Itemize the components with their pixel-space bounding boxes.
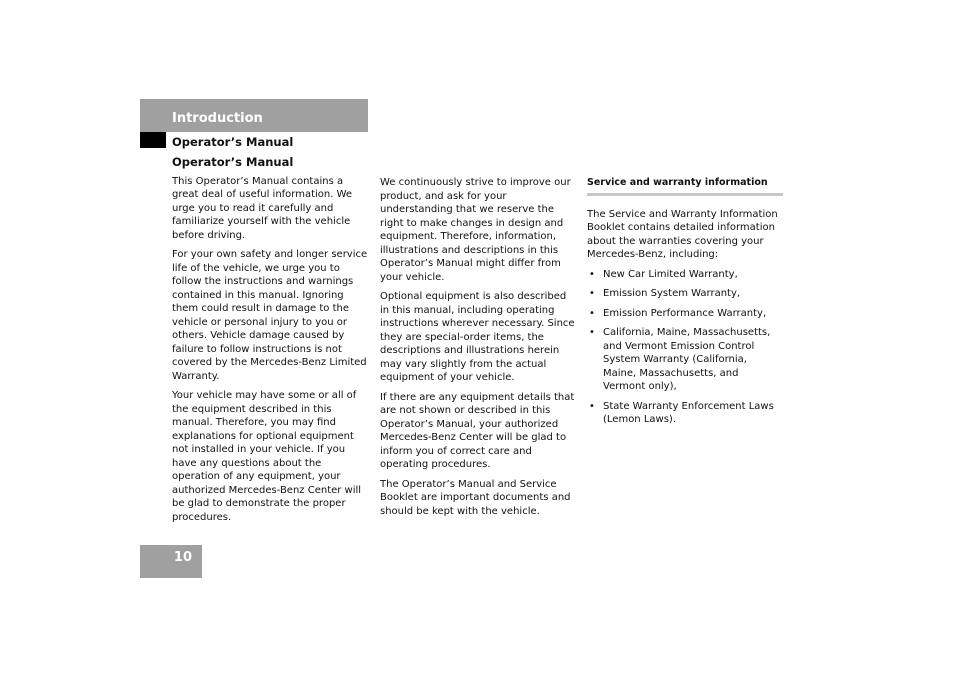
section-header-bar: [140, 99, 368, 132]
paragraph: The Service and Warranty Information Booklet contains detailed information about the warranties covering your Mercedes-Benz, including:: [587, 208, 778, 260]
paragraph: For your own safety and longer service life of the vehicle, we urge you to follow the instructions and warnings contained in this manual. Ignoring them could result in damage to the vehicle or personal injury to you or others. Vehicle damage caused by failure to follow instructions is not covered by the Mercedes-Benz Limited Warranty.: [172, 249, 368, 382]
paragraph: Optional equipment is also described in this manual, including operating instructions wherever necessary. Since they are special-order items, the descriptions and illustrations herein may vary slightly from the actual equipment of your vehicle.: [380, 291, 575, 383]
paragraph: We continuously strive to improve our product, and ask for your understanding that we reserve the right to make changes in design and equipment. Therefore, information, illustrations and descriptions in this Operator’s Manual might differ from your vehicle.: [380, 177, 571, 283]
list-item-text: Emission System Warranty,: [603, 288, 741, 299]
section-tab-marker: [140, 132, 166, 148]
list-item: [587, 400, 783, 427]
list-item-text: State Warranty Enforcement Laws (Lemon Laws).: [603, 400, 774, 425]
list-item: [587, 307, 783, 321]
page-number-box: [140, 545, 202, 578]
list-item-text: Emission Performance Warranty,: [603, 307, 767, 319]
bullet-icon: •: [589, 327, 595, 338]
list-item-text: California, Maine, Massachusetts, and Vermont Emission Control System Warranty (California, Maine, Massachusetts, and Vermont only),: [603, 327, 771, 392]
page-number: 10: [173, 550, 192, 565]
bullet-icon: •: [589, 307, 595, 319]
paragraph: The Operator’s Manual and Service Booklet are important documents and should be kept with the vehicle.: [380, 478, 571, 517]
bullet-icon: •: [589, 288, 595, 299]
column-operators-manual: [172, 156, 370, 530]
running-title: Operator’s Manual: [172, 135, 294, 149]
bullet-icon: •: [589, 268, 595, 280]
list-item: [587, 287, 783, 301]
paragraph: This Operator’s Manual contains a great deal of useful information. We urge you to read it carefully and familiarize yourself with the vehicle before driving.: [172, 175, 353, 241]
section-heading: Operator’s Manual: [172, 155, 294, 169]
column-service-warranty: [587, 176, 783, 433]
list-item: [587, 326, 783, 394]
column-continued-text: [380, 176, 578, 524]
list-item-text: New Car Limited Warranty,: [603, 268, 738, 280]
paragraph: Your vehicle may have some or all of the equipment described in this manual. Therefore, you may find explanations for optional equipment not installed in your vehicle. If you have any questions about the operation of any equipment, your authorized Mercedes-Benz Center will be glad to demonstrate the proper procedures.: [172, 390, 362, 523]
warranty-list: [587, 268, 783, 427]
paragraph: If there are any equipment details that are not shown or described in this Operator’s Manual, your authorized Mercedes-Benz Center will be glad to inform you of correct care and operating procedures.: [380, 391, 575, 470]
service-warranty-heading: Service and warranty information: [587, 176, 783, 196]
list-item: [587, 268, 783, 282]
bullet-icon: •: [589, 400, 595, 412]
section-title: Introduction: [172, 111, 263, 126]
